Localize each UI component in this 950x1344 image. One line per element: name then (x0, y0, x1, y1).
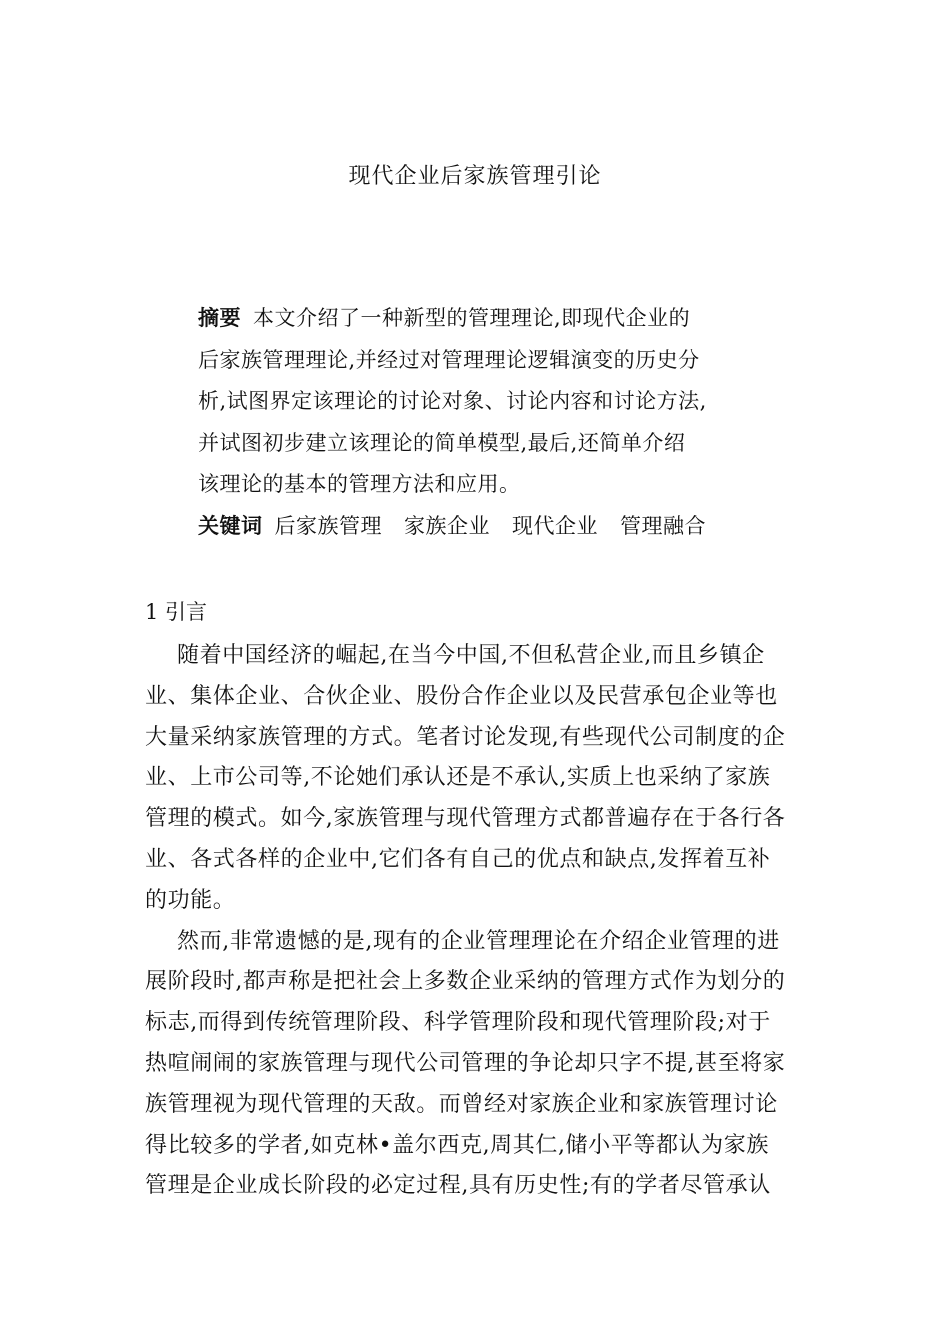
abstract-line-3: 析,试图界定该理论的讨论对象、讨论内容和讨论方法, (198, 389, 707, 413)
keyword: 家族企业 (404, 513, 490, 538)
abstract-line-4: 并试图初步建立该理论的简单模型,最后,还简单介绍 (198, 430, 686, 455)
abstract-line-5: 该理论的基本的管理方法和应用。 (198, 472, 521, 496)
paragraph-line: 业、集体企业、合伙企业、股份合作企业以及民营承包企业等也 (145, 683, 778, 709)
section-heading: 1 引言 (145, 600, 208, 624)
keywords-label: 关键词 (198, 513, 263, 538)
paragraph-line: 业、上市公司等,不论她们承认还是不承认,实质上也采纳了家族 (145, 765, 771, 791)
abstract-label: 摘要 (198, 306, 241, 330)
document-title: 现代企业后家族管理引论 (348, 164, 602, 189)
paragraph-line: 大量采纳家族管理的方式。笔者讨论发现,有些现代公司制度的企 (145, 724, 786, 750)
paragraph-line: 的功能。 (145, 887, 236, 913)
abstract-line-1 (198, 298, 778, 340)
paragraph-line: 得比较多的学者,如克林•盖尔西克,周其仁,储小平等都认为家族 (145, 1132, 769, 1158)
paragraph-line: 管理的模式。如今,家族管理与现代管理方式都普遍存在于各行各 (145, 806, 786, 832)
paragraph-line: 然而,非常遗憾的是,现有的企业管理理论在介绍企业管理的进 (177, 928, 780, 954)
abstract-text: 本文介绍了一种新型的管理理论,即现代企业的 (253, 306, 691, 330)
paragraph-line: 随着中国经济的崛起,在当今中国,不但私营企业,而且乡镇企 (177, 643, 765, 668)
paragraph-line: 热喧闹闹的家族管理与现代公司管理的争论却只字不提,甚至将家 (145, 1050, 786, 1076)
keyword: 现代企业 (512, 513, 598, 538)
abstract-block (198, 298, 778, 547)
section-body (145, 636, 815, 1207)
paragraph-line: 业、各式各样的企业中,它们各有自己的优点和缺点,发挥着互补 (145, 846, 771, 872)
paragraph-line: 管理是企业成长阶段的必定过程,具有历史性;有的学者尽管承认 (145, 1173, 771, 1199)
paragraph-line: 族管理视为现代管理的天敌。而曾经对家族企业和家族管理讨论 (145, 1091, 778, 1117)
paragraph-line: 标志,而得到传统管理阶段、科学管理阶段和现代管理阶段;对于 (145, 1010, 771, 1036)
keyword: 后家族管理 (274, 513, 382, 538)
keyword: 管理融合 (620, 513, 706, 538)
keywords-line (198, 506, 778, 548)
abstract-line-2: 后家族管理理论,并经过对管理理论逻辑演变的历史分 (198, 347, 700, 372)
paragraph-line: 展阶段时,都声称是把社会上多数企业采纳的管理方式作为划分的 (145, 969, 786, 995)
